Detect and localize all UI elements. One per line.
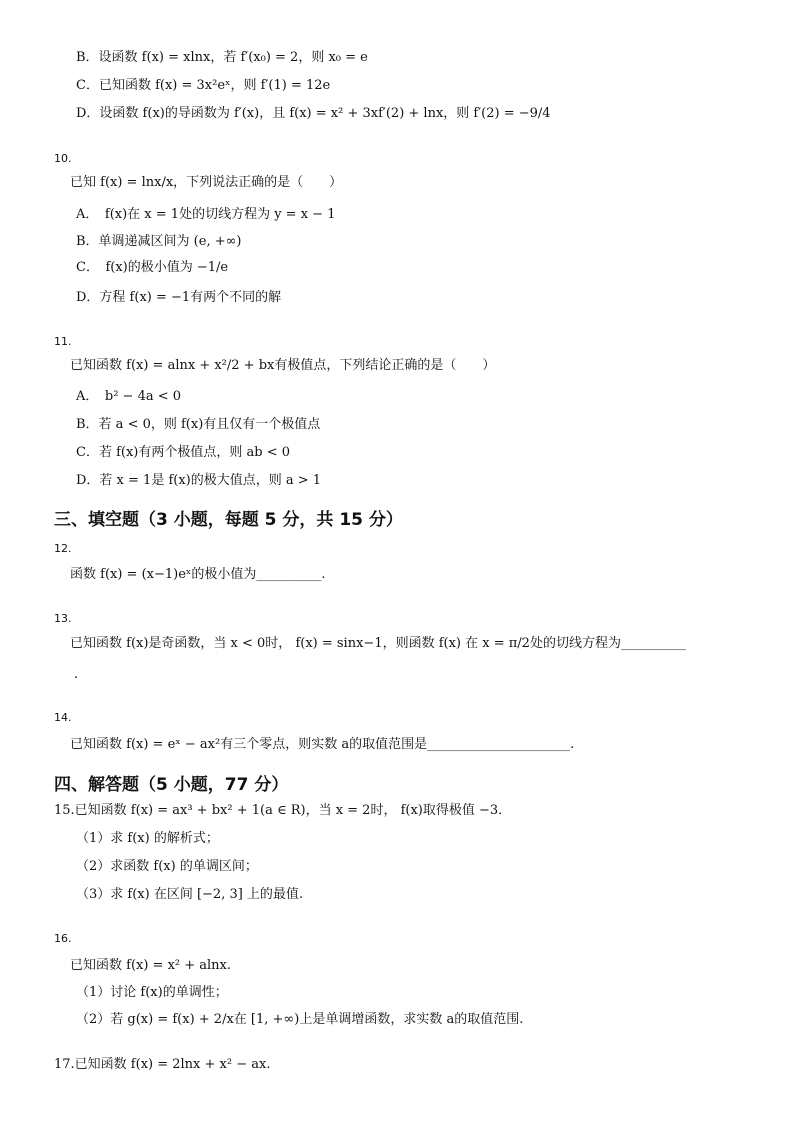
q16-number: 16. bbox=[54, 932, 72, 945]
q9-option-b: B．设函数 f(x) = xlnx，若 f′(x₀) = 2，则 x₀ = e bbox=[76, 50, 368, 65]
q11-option-b: B．若 a < 0，则 f(x)有且仅有一个极值点 bbox=[76, 417, 321, 432]
q15-stem: 15.已知函数 f(x) = ax³ + bx² + 1(a ∈ R)，当 x = 2时， f(x)取得极值 −3． bbox=[54, 803, 512, 818]
q16-stem: 已知函数 f(x) = x² + alnx. bbox=[70, 958, 232, 973]
q13-number: 13. bbox=[54, 612, 72, 625]
q17-stem: 17.已知函数 f(x) = 2lnx + x² − ax. bbox=[54, 1057, 271, 1072]
q15-part-1: （1）求 f(x) 的解析式； bbox=[76, 831, 219, 846]
q9-option-c: C．已知函数 f(x) = 3x²eˣ，则 f′(1) = 12e bbox=[76, 78, 331, 93]
section-fill-in-title: 三、填空题（3 小题，每题 5 分，共 15 分） bbox=[54, 510, 403, 530]
q10-stem: 已知 f(x) = lnx/x，下列说法正确的是（ ） bbox=[70, 175, 343, 190]
q14-number: 14. bbox=[54, 711, 72, 724]
q11-option-c: C．若 f(x)有两个极值点，则 ab < 0 bbox=[76, 445, 290, 460]
q16-part-2: （2）若 g(x) = f(x) + 2/x在 [1, +∞)上是单调增函数，求实数 a的取值范围. bbox=[76, 1012, 524, 1027]
q11-stem: 已知函数 f(x) = alnx + x²/2 + bx有极值点，下列结论正确的是（ ） bbox=[70, 358, 496, 373]
q11-option-d: D．若 x = 1是 f(x)的极大值点，则 a > 1 bbox=[76, 473, 322, 488]
q10-option-c: C． f(x)的极小值为 −1/e bbox=[76, 260, 229, 275]
q14-text: 已知函数 f(x) = eˣ − ax²有三个零点，则实数 a的取值范围是______________________. bbox=[70, 737, 575, 752]
q10-option-b: B．单调递减区间为 (e, +∞) bbox=[76, 234, 242, 249]
q11-number: 11. bbox=[54, 335, 72, 348]
q12-text: 函数 f(x) = (x−1)eˣ的极小值为__________. bbox=[70, 567, 326, 582]
q10-option-a: A． f(x)在 x = 1处的切线方程为 y = x − 1 bbox=[76, 207, 336, 222]
q15-part-3: （3）求 f(x) 在区间 [−2, 3] 上的最值. bbox=[76, 887, 304, 902]
q16-part-1: （1）讨论 f(x)的单调性； bbox=[76, 985, 228, 1000]
q15-part-2: （2）求函数 f(x) 的单调区间； bbox=[76, 859, 258, 874]
q13-continuation: . bbox=[74, 667, 79, 682]
q10-option-d: D．方程 f(x) = −1有两个不同的解 bbox=[76, 290, 282, 305]
q10-number: 10. bbox=[54, 152, 72, 165]
q13-text: 已知函数 f(x)是奇函数，当 x < 0时， f(x) = sinx−1，则函数 f(x) 在 x = π/2处的切线方程为__________ bbox=[70, 636, 686, 651]
section-answer-title: 四、解答题（5 小题，77 分） bbox=[54, 775, 289, 795]
q12-number: 12. bbox=[54, 542, 72, 555]
q9-option-d: D．设函数 f(x)的导函数为 f′(x)，且 f(x) = x² + 3xf′(2) + lnx，则 f′(2) = −9/4 bbox=[76, 106, 551, 121]
q11-option-a: A． b² − 4a < 0 bbox=[76, 389, 182, 404]
